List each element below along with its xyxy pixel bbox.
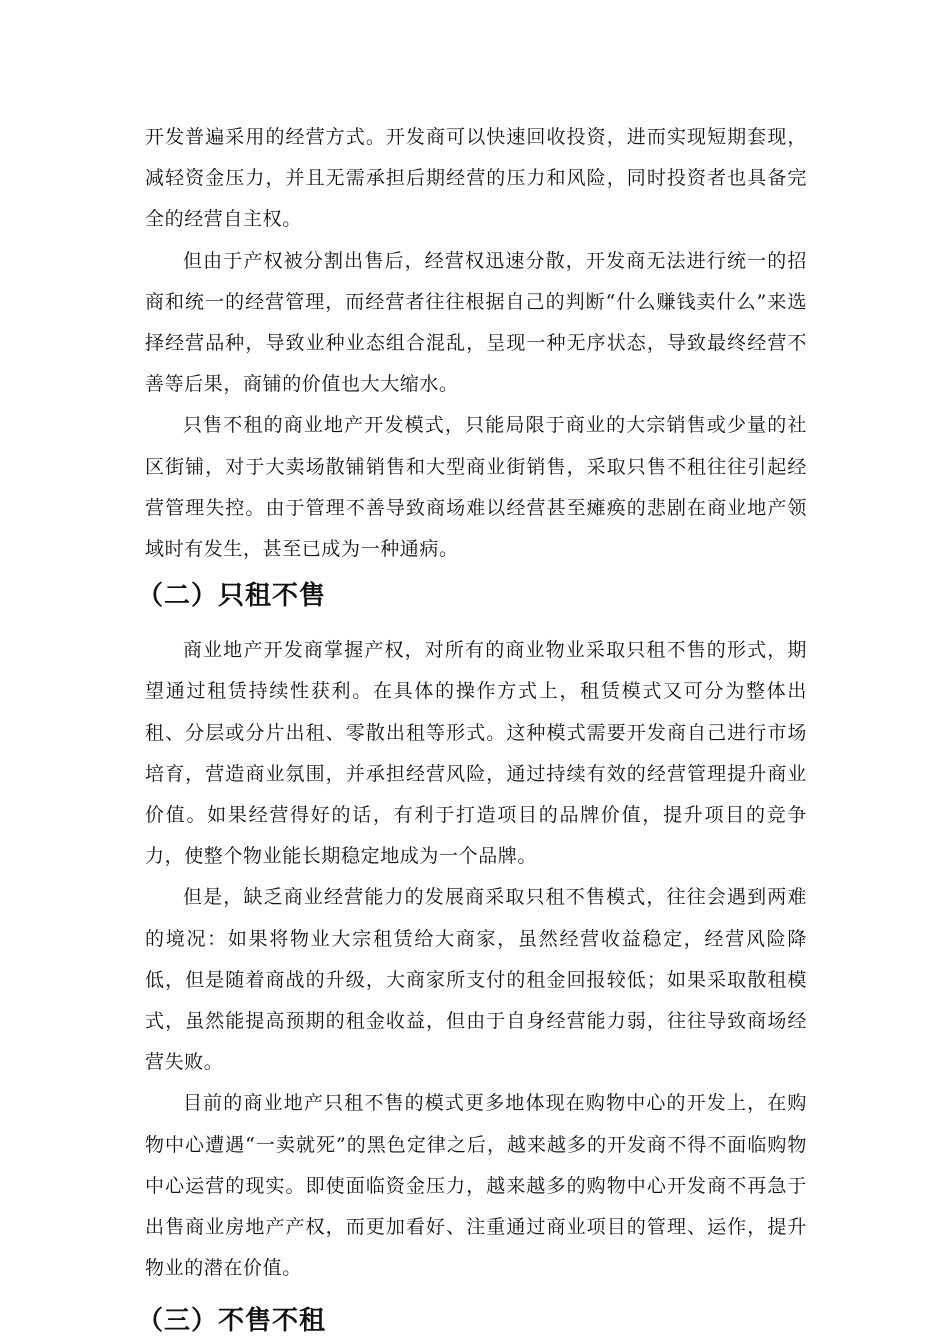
section-heading-neither-sell-nor-lease: （三）不售不租 [137,1306,327,1337]
paragraph: 目前的商业地产只租不售的模式更多地体现在购物中心的开发上，在购物中心遭遇“一卖就死”的黑色定律之后，越来越多的开发商不得不面临购物中心运营的现实。即使面临资金压力，越来越多的购物中心开发商不再急于出售商业房地产产权，而更加看好、注重通过商业项目的管理、运作，提升物业的潜在价值。 [145,1092,807,1280]
paragraph: 但由于产权被分割出售后，经营权迅速分散，开发商无法进行统一的招商和统一的经营管理，而经营者往往根据自己的判断“什么赚钱卖什么”来选择经营品种，导致业种业态组合混乱，呈现一种无序状态，导致最终经营不善等后果，商铺的价值也大大缩水。 [145,249,807,396]
paragraph-continued: 开发普遍采用的经营方式。开发商可以快速回收投资，进而实现短期套现，减轻资金压力，并且无需承担后期经营的压力和风险，同时投资者也具备完全的经营自主权。 [145,126,807,231]
paragraph: 商业地产开发商掌握产权，对所有的商业物业采取只租不售的形式，期望通过租赁持续性获利。在具体的操作方式上，租赁模式又可分为整体出租、分层或分片出租、零散出租等形式。这种模式需要开发商自己进行市场培育，营造商业氛围，并承担经营风险，通过持续有效的经营管理提升商业价值。如果经营得好的话，有利于打造项目的品牌价值，提升项目的竞争力，使整个物业能长期稳定地成为一个品牌。 [145,639,807,868]
document-body [137,117,807,1337]
section-heading-lease-only: （二）只租不售 [137,581,327,612]
paragraph: 但是，缺乏商业经营能力的发展商采取只租不售模式，往往会遇到两难的境况：如果将物业大宗租赁给大商家，虽然经营收益稳定，经营风险降低，但是随着商战的升级，大商家所支付的租金回报较低；如果采取散租模式，虽然能提高预期的租金收益，但由于自身经营能力弱，往往导致商场经营失败。 [145,886,807,1074]
paragraph: 只售不租的商业地产开发模式，只能局限于商业的大宗销售或少量的社区街铺，对于大卖场散铺销售和大型商业街销售，采取只售不租往往引起经营管理失控。由于管理不善导致商场难以经营甚至瘫痪的悲剧在商业地产领域时有发生，甚至已成为一种通病。 [145,414,807,561]
